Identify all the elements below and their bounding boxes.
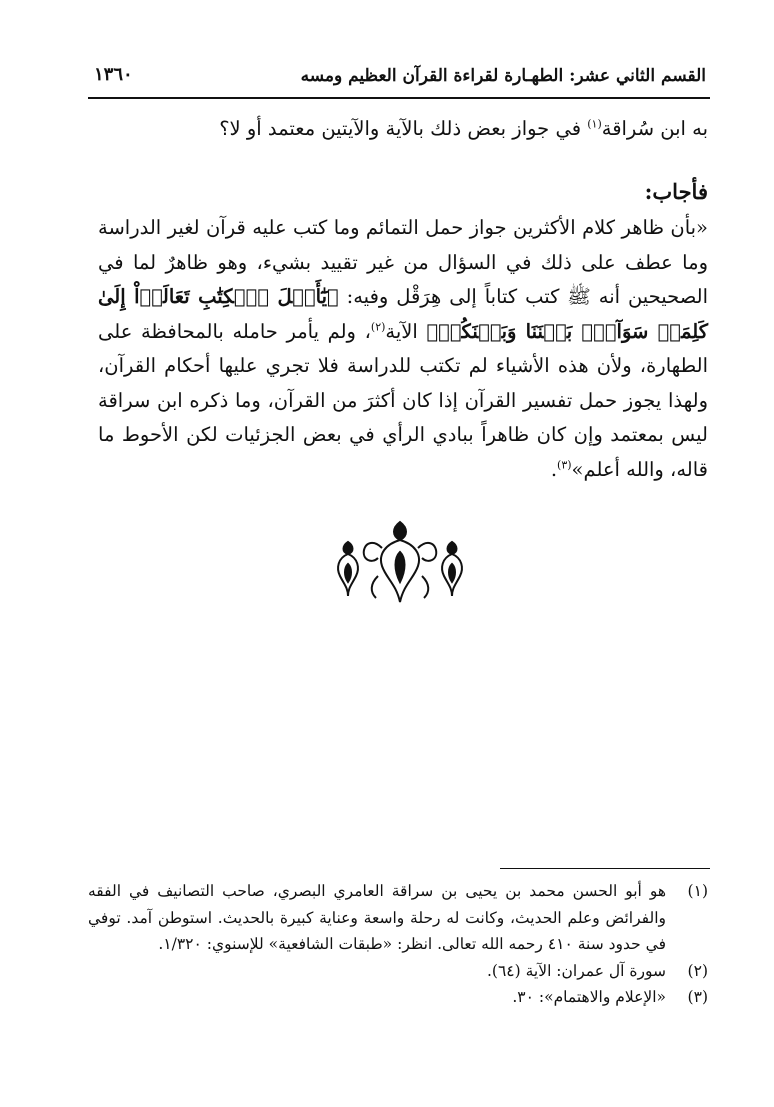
header-rule bbox=[88, 97, 710, 99]
footnote-marker-1: (١) bbox=[587, 117, 602, 131]
answer-heading: فأجاب: bbox=[644, 178, 708, 204]
footnote-number: (٢) bbox=[687, 961, 708, 980]
footnote-text: هو أبو الحسن محمد بن يحيى بن سراقة العامري البصري، صاحب التصانيف في الفقه والفرائض وعلم الحديث، وكانت له رحلة واسعة وعناية كبيرة بالحديث. استوطن آمد. توفي في حدود سنة ٤١٠ رحمه الله تعالى. انظر: «طبقات الشافعية» للإسنوي: ١/٣٢٠. bbox=[88, 882, 666, 953]
answer-paragraph bbox=[98, 211, 708, 487]
footnote-text: «الإعلام والاهتمام»: ٣٠. bbox=[512, 988, 666, 1006]
answer-part-4: . bbox=[550, 457, 558, 481]
answer-part-2: الآية bbox=[385, 319, 427, 343]
lead-text-before: به ابن سُراقة bbox=[601, 117, 708, 140]
footnote-marker-3: (٣) bbox=[557, 458, 572, 471]
answer-part-1: «بأن ظاهر كلام الأكثرين جواز حمل التمائم وما كتب عليه قرآن لغير الدراسة وما عطف على ذلك في السؤال من غير تقييد بشيء، وهو ظاهرٌ لما في الصحيحين أنه ﷺ كتب كتاباً إلى هِرَقْل وفيه: bbox=[98, 216, 709, 308]
footnote-3 bbox=[88, 984, 708, 1011]
question-continuation bbox=[98, 112, 708, 147]
footnote-text: سورة آل عمران: الآية (٦٤). bbox=[486, 961, 666, 980]
footnote-rule bbox=[500, 868, 710, 869]
footnote-1 bbox=[88, 878, 708, 958]
answer-part-3: ، ولم يأمر حامله بالمحافظة على الطهارة، ولأن هذه الأشياء لم تكتب للدراسة فلا تجري عليها أحكام القرآن، ولهذا يجوز حمل تفسير القرآن إذا كان أكثرَ من القرآن، وما ذكره ابن سراقة ليس بمعتمد وإن كان ظاهراً ببادي الرأي في بعض الجزئيات لكن الأحوط ما قاله، والله أعلم» bbox=[98, 319, 708, 481]
running-header bbox=[92, 60, 706, 94]
header-title: القسم الثاني عشر: الطهـارة لقراءة القرآن العظيم ومسه bbox=[300, 66, 706, 86]
main-text bbox=[98, 112, 708, 487]
footnotes bbox=[88, 878, 708, 1011]
footnote-number: (٣) bbox=[687, 988, 708, 1006]
page-number: ١٣٦٠ bbox=[94, 64, 133, 85]
footnote-2 bbox=[88, 958, 708, 985]
lead-text-after: في جواز بعض ذلك بالآية والآيتين معتمد أو لا؟ bbox=[219, 117, 588, 140]
quran-verse: ﴿يَٰٓأَهۡلَ ٱلۡكِتَٰبِ تَعَالَوۡاْ إِلَىٰ كَلِمَةٖ سَوَآءِۭ بَيۡنَنَا وَبَيۡنَكُمۡ﴾ bbox=[98, 285, 708, 343]
footnote-marker-2: (٢) bbox=[370, 320, 386, 333]
ornament-icon bbox=[330, 518, 470, 608]
footnote-number: (١) bbox=[687, 882, 708, 900]
